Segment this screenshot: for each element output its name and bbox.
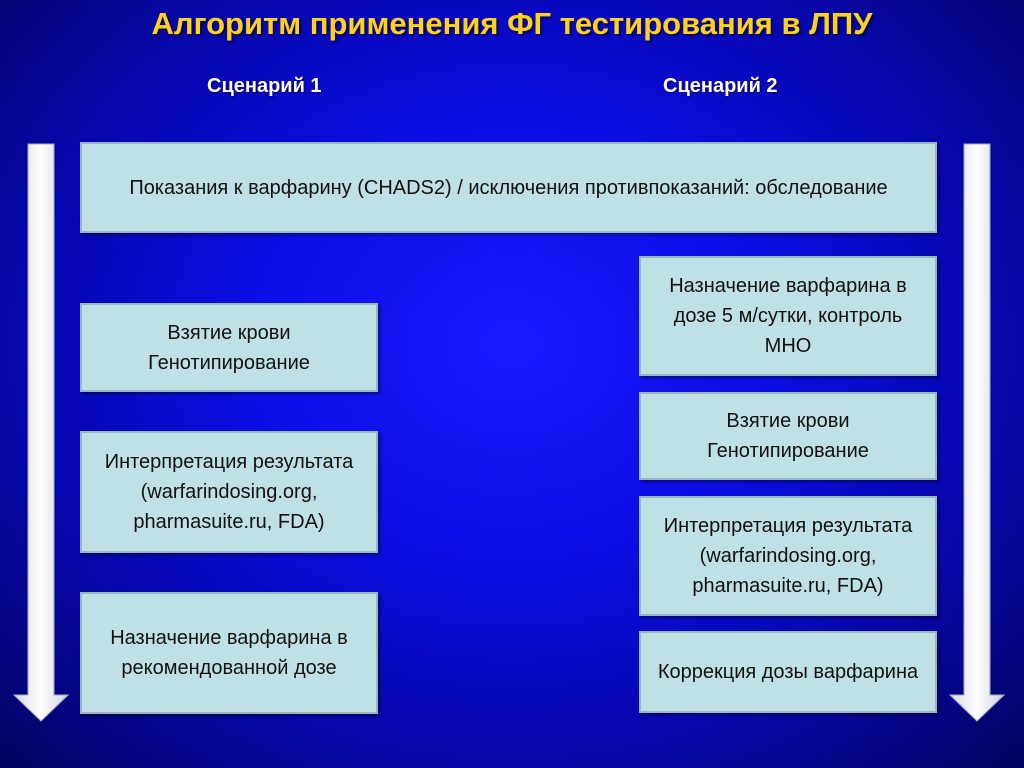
s2-interpretation-box <box>639 496 937 616</box>
indications-text: Показания к варфарину (CHADS2) / исключения противпоказаний: обследование <box>129 176 888 199</box>
s1-interpretation-box <box>80 431 378 553</box>
s1-blood-genotyping-box <box>80 303 378 392</box>
indications-box <box>80 142 937 233</box>
s1-step-2-text: Интерпретация результата (warfarindosing.org, pharmasuite.ru, FDA) <box>104 451 354 533</box>
s1-step-1-text: Взятие крови Генотипирование <box>148 321 310 374</box>
s2-initial-dose-box <box>639 256 937 376</box>
s2-step-3-text: Интерпретация результата (warfarindosing.org, pharmasuite.ru, FDA) <box>663 515 913 597</box>
s2-step-2-text: Взятие крови Генотипирование <box>707 410 869 462</box>
s2-step-4-text: Коррекция дозы варфарина <box>657 661 919 683</box>
s2-blood-genotyping-box <box>639 392 937 480</box>
s2-dose-correction-box <box>639 631 937 713</box>
s1-prescription-box <box>80 592 378 714</box>
scenario-2-heading: Сценарий 2 <box>663 75 778 97</box>
s2-step-1-text: Назначение варфарина в дозе 5 м/сутки, контроль МНО <box>669 275 907 357</box>
scenario-1-heading: Сценарий 1 <box>207 75 322 97</box>
left-down-arrow <box>13 143 69 723</box>
right-down-arrow <box>949 143 1005 723</box>
s1-step-3-text: Назначение варфарина в рекомендованной дозе <box>110 627 348 679</box>
slide-title: Алгоритм применения ФГ тестирования в ЛПУ <box>151 6 873 41</box>
